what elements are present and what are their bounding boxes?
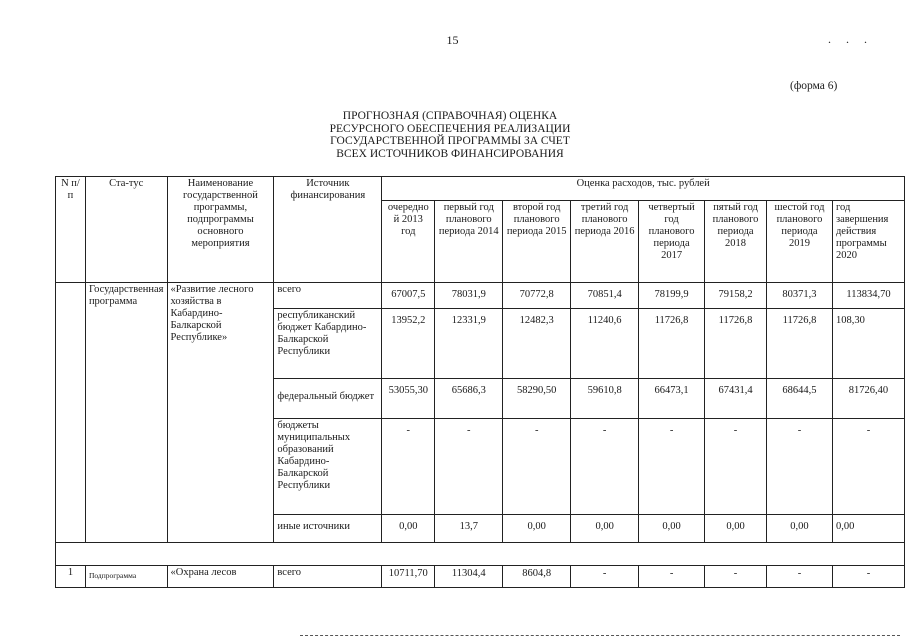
- table-row: [56, 566, 905, 588]
- row-source: бюджеты муниципальных образований Кабардино-Балкарской Республики: [274, 419, 382, 515]
- cell-value: 11726,8: [767, 309, 833, 379]
- header-year: год завершения действия программы 2020: [832, 201, 904, 283]
- cell-value: -: [705, 566, 767, 588]
- cell-value: 70772,8: [503, 283, 571, 309]
- cell-value: 108,30: [832, 309, 904, 379]
- cell-value: 13,7: [435, 515, 503, 543]
- cell-value: 67007,5: [382, 283, 435, 309]
- cell-value: 10711,70: [382, 566, 435, 588]
- cell-value: 0,00: [832, 515, 904, 543]
- cell-value: -: [435, 419, 503, 515]
- header-num: N п/п: [56, 177, 86, 283]
- header-name: Наименование государственной программы, подпрограммы основного мероприятия: [167, 177, 274, 283]
- table-row: [56, 283, 905, 309]
- cell-value: 113834,70: [832, 283, 904, 309]
- cell-value: 66473,1: [639, 379, 705, 419]
- cell-value: -: [767, 419, 833, 515]
- cell-value: 81726,40: [832, 379, 904, 419]
- title-line: РЕСУРСНОГО ОБЕСПЕЧЕНИЯ РЕАЛИЗАЦИИ: [329, 122, 571, 135]
- scan-artifact-line: [300, 635, 900, 638]
- cell-value: 13952,2: [382, 309, 435, 379]
- program-status: Государственная программа: [85, 283, 167, 543]
- cell-value: 11726,8: [705, 309, 767, 379]
- row-source: всего: [274, 566, 382, 588]
- cell-value: -: [639, 419, 705, 515]
- row-source: всего: [274, 283, 382, 309]
- cell-value: -: [767, 566, 833, 588]
- program-name: «Развитие лесного хозяйства в Кабардино-Балкарской Республике»: [167, 283, 274, 543]
- header-year: пятый год планового периода 2018: [705, 201, 767, 283]
- title-line: ВСЕХ ИСТОЧНИКОВ ФИНАНСИРОВАНИЯ: [336, 147, 564, 160]
- funding-table: [55, 176, 905, 588]
- header-row: [56, 177, 905, 201]
- header-estimate: Оценка расходов, тыс. рублей: [382, 177, 905, 201]
- program-num: [56, 283, 86, 543]
- header-source: Источник финансирования: [274, 177, 382, 283]
- cell-value: -: [382, 419, 435, 515]
- cell-value: 79158,2: [705, 283, 767, 309]
- cell-value: 11304,4: [435, 566, 503, 588]
- header-status: Ста-тус: [85, 177, 167, 283]
- cell-value: -: [705, 419, 767, 515]
- header-year: шестой год планового периода 2019: [767, 201, 833, 283]
- cell-value: 0,00: [639, 515, 705, 543]
- cell-value: 11240,6: [571, 309, 639, 379]
- cell-value: 70851,4: [571, 283, 639, 309]
- cell-value: 0,00: [382, 515, 435, 543]
- cell-value: 59610,8: [571, 379, 639, 419]
- subprogram-name: «Охрана лесов: [167, 566, 274, 588]
- page-number: 15: [446, 33, 459, 47]
- cell-value: 0,00: [705, 515, 767, 543]
- form-label: (форма 6): [790, 80, 838, 92]
- cell-value: 58290,50: [503, 379, 571, 419]
- cell-value: -: [832, 566, 904, 588]
- header-year: третий год планового периода 2016: [571, 201, 639, 283]
- title-line: ПРОГНОЗНАЯ (СПРАВОЧНАЯ) ОЦЕНКА: [342, 110, 558, 122]
- cell-value: -: [503, 419, 571, 515]
- cell-value: -: [832, 419, 904, 515]
- cell-value: 12331,9: [435, 309, 503, 379]
- cell-value: 68644,5: [767, 379, 833, 419]
- cell-value: -: [571, 419, 639, 515]
- row-source: иные источники: [274, 515, 382, 543]
- cell-value: 0,00: [571, 515, 639, 543]
- cell-value: 11726,8: [639, 309, 705, 379]
- header-year: очередно й 2013 год: [382, 201, 435, 283]
- subprogram-num: 1: [56, 566, 86, 588]
- spacer-row: [56, 543, 905, 566]
- cell-value: 67431,4: [705, 379, 767, 419]
- cell-value: 78031,9: [435, 283, 503, 309]
- cell-value: 8604,8: [503, 566, 571, 588]
- subprogram-status: Подпрограмма: [85, 566, 167, 588]
- cell-value: 78199,9: [639, 283, 705, 309]
- cell-value: 12482,3: [503, 309, 571, 379]
- cell-value: -: [639, 566, 705, 588]
- cell-value: 0,00: [503, 515, 571, 543]
- header-year: первый год планового периода 2014: [435, 201, 503, 283]
- cell-value: 80371,3: [767, 283, 833, 309]
- cell-value: 0,00: [767, 515, 833, 543]
- header-year: второй год планового периода 2015: [503, 201, 571, 283]
- row-source: федеральный бюджет: [274, 379, 382, 419]
- cell-value: -: [571, 566, 639, 588]
- header-year: четвертый год планового периода 2017: [639, 201, 705, 283]
- title-line: ГОСУДАРСТВЕННОЙ ПРОГРАММЫ ЗА СЧЕТ: [330, 135, 570, 147]
- cell-value: 65686,3: [435, 379, 503, 419]
- row-source: республиканский бюджет Кабардино-Балкарской Республики: [274, 309, 382, 379]
- cell-value: 53055,30: [382, 379, 435, 419]
- page-dots: . . .: [828, 32, 873, 46]
- document-title: [300, 110, 600, 160]
